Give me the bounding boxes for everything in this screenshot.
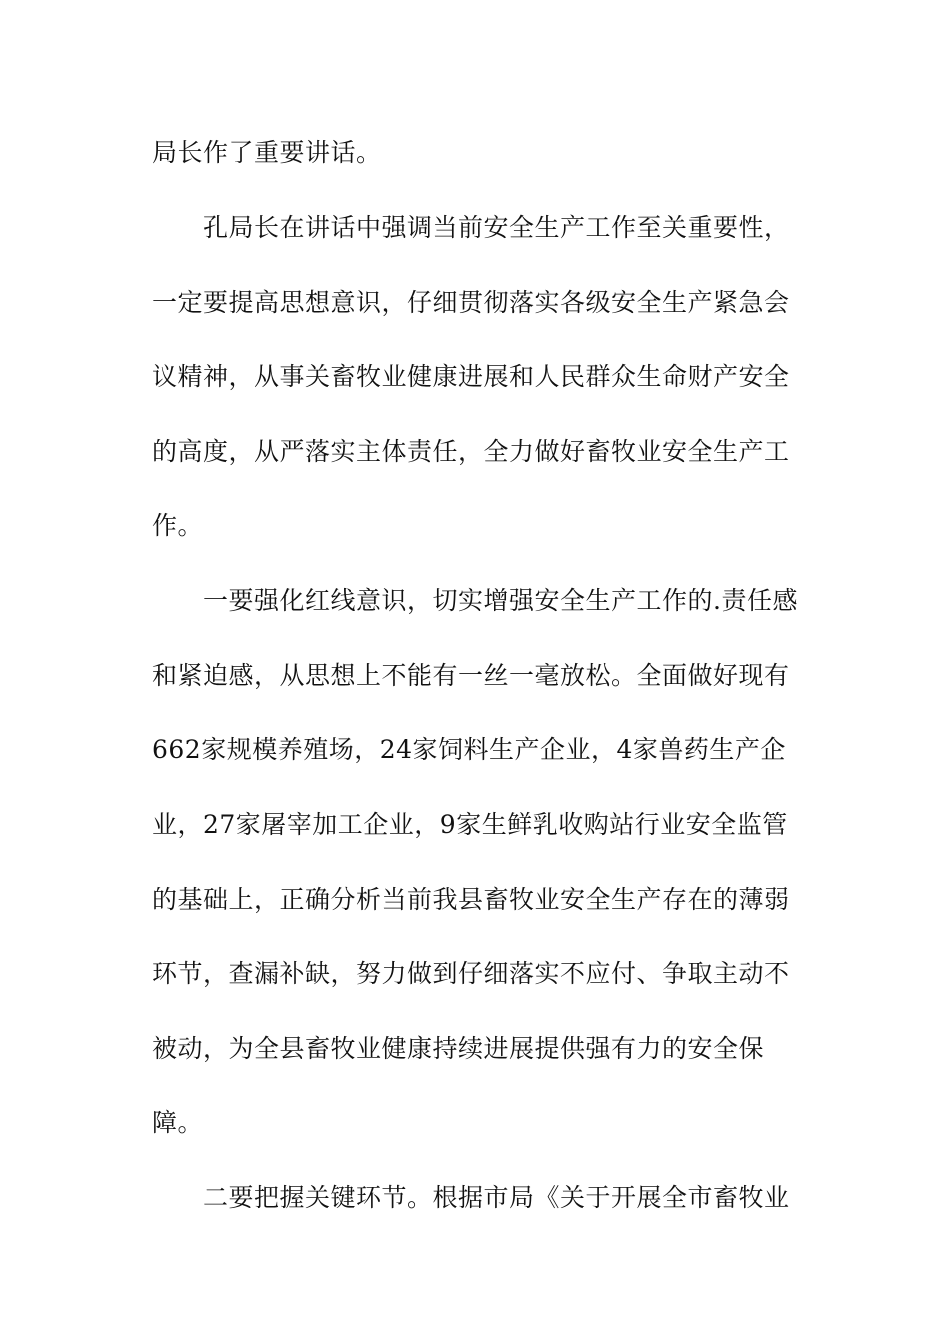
text-line: 662家规模养殖场，24家饲料生产企业，4家兽药生产企 [152, 735, 786, 764]
text-line: 的基础上，正确分析当前我县畜牧业安全生产存在的薄弱 [152, 885, 790, 914]
text-line: 障。 [152, 1108, 204, 1137]
text-line: 和紧迫感，从思想上不能有一丝一毫放松。全面做好现有 [152, 661, 790, 690]
text-line: 的高度，从严落实主体责任，全力做好畜牧业安全生产工 [152, 437, 790, 466]
paragraph-start-line: 二要把握关键环节。根据市局《关于开展全市畜牧业 [203, 1183, 790, 1212]
text-line: 议精神，从事关畜牧业健康进展和人民群众生命财产安全 [152, 362, 790, 391]
text-line: 局长作了重要讲话。 [152, 138, 382, 167]
text-line: 业，27家屠宰加工企业，9家生鲜乳收购站行业安全监管 [152, 810, 788, 839]
paragraph-start-line: 一要强化红线意识，切实增强安全生产工作的.责任感 [203, 586, 798, 615]
text-line: 一定要提高思想意识，仔细贯彻落实各级安全生产紧急会 [152, 288, 790, 317]
text-line: 作。 [152, 511, 204, 540]
text-line: 被动，为全县畜牧业健康持续进展提供强有力的安全保 [152, 1034, 765, 1063]
paragraph-start-line: 孔局长在讲话中强调当前安全生产工作至关重要性， [203, 213, 790, 242]
text-line: 环节，查漏补缺，努力做到仔细落实不应付、争取主动不 [152, 959, 790, 988]
